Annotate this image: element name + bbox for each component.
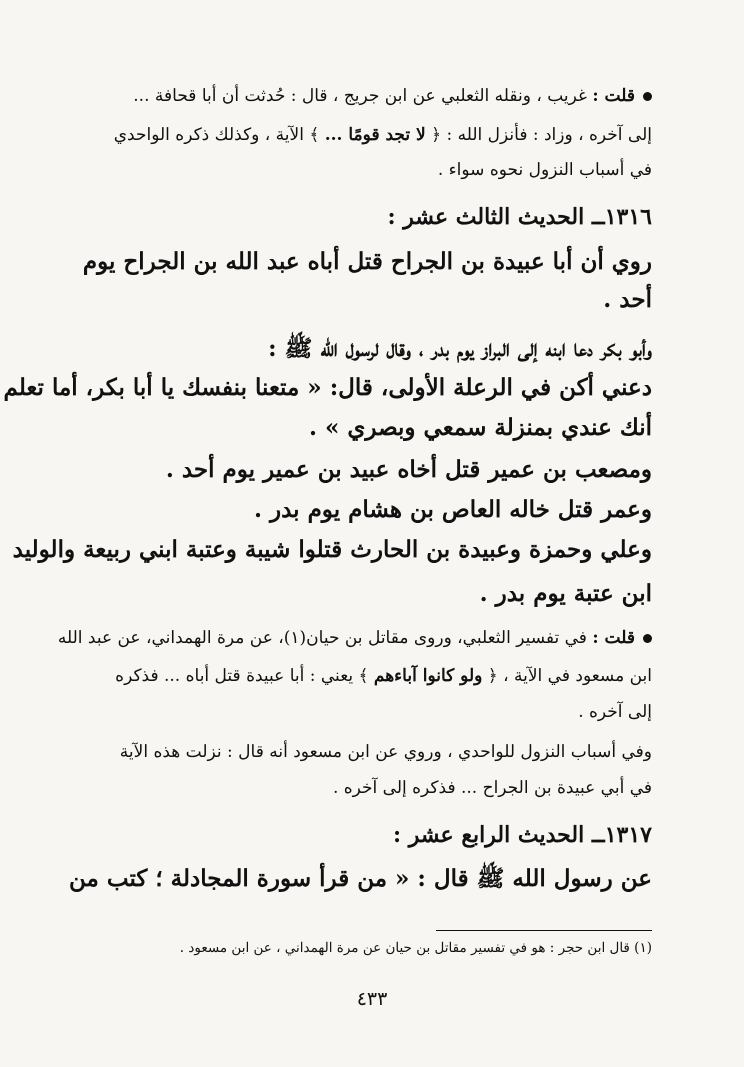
para2-line2-b: ﴾ يعني : أبا عبيدة قتل أباه ... فذكره xyxy=(115,666,369,686)
para1-text: غريب ، ونقله الثعلبي عن ابن جريج ، قال : حُدثت أن أبا قحافة ... xyxy=(133,86,587,106)
para2-line3: إلى آخره . xyxy=(578,702,652,722)
hadith-1316-line3: وأبو بكر دعا ابنه إلى البراز يوم بدر ، وقال لرسول الله ﷺ : xyxy=(268,335,652,362)
hadith-1316-line1: روي أن أبا عبيدة بن الجراح قتل أباه عبد الله بن الجراح يوم xyxy=(82,248,652,275)
quran-quote: ولو كانوا آباءهم xyxy=(373,666,483,686)
para1-line2-a: إلى آخره ، وزاد : فأنزل الله : ﴿ xyxy=(431,125,652,145)
para2-line1 xyxy=(57,628,652,648)
heading-1316: ١٣١٦ــ الحديث الثالث عشر : xyxy=(387,204,652,230)
para1-label: قلت : xyxy=(592,86,635,106)
hadith-1316-line6: ومصعب بن عمير قتل أخاه عبيد بن عمير يوم أحد . xyxy=(165,456,652,483)
para2-label: قلت : xyxy=(592,628,635,648)
page-number: ٤٣٣ xyxy=(356,988,388,1010)
hadith-1316-line2: أحد . xyxy=(603,286,652,313)
hadith-1316-line9: ابن عتبة يوم بدر . xyxy=(479,580,652,607)
footnote-divider xyxy=(436,930,652,931)
para2-line2 xyxy=(80,665,652,686)
para1-line1 xyxy=(80,86,652,106)
para2-text: في تفسير الثعلبي، وروى مقاتل بن حيان(١)، عن مرة الهمداني، عن عبد الله xyxy=(57,628,587,648)
quran-quote: لا تجد قومًا ... xyxy=(324,125,426,145)
para3-line1: وفي أسباب النزول للواحدي ، وروي عن ابن مسعود أنه قال : نزلت هذه الآية xyxy=(119,742,652,762)
hadith-1316-line4: دعني أكن في الرعلة الأولى، قال: « متعنا بنفسك يا أبا بكر، أما تعلم xyxy=(3,374,652,401)
para2-line2-a: ابن مسعود في الآية ، ﴿ xyxy=(487,666,652,686)
para1-line2-b: ﴾ الآية ، وكذلك ذكره الواحدي xyxy=(113,125,320,145)
hadith-1316-line7: وعمر قتل خاله العاص بن هشام يوم بدر . xyxy=(253,496,652,523)
para3-line2: في أبي عبيدة بن الجراح ... فذكره إلى آخره . xyxy=(332,778,652,798)
hadith-1316-line8: وعلي وحمزة وعبيدة بن الحارث قتلوا شيبة وعتبة ابني ربيعة والوليد xyxy=(12,536,652,563)
footnote: (١) قال ابن حجر : هو في تفسير مقاتل بن حيان عن مرة الهمداني ، عن ابن مسعود . xyxy=(179,940,652,956)
hadith-1316-line5: أنك عندي بمنزلة سمعي وبصري » . xyxy=(309,414,652,441)
heading-1317: ١٣١٧ــ الحديث الرابع عشر : xyxy=(393,822,652,848)
bullet-icon xyxy=(643,92,652,101)
bullet-icon xyxy=(643,634,652,643)
para1-line2 xyxy=(80,124,652,145)
hadith-1317-line1: عن رسول الله ﷺ قال : « من قرأ سورة المجادلة ؛ كتب من xyxy=(69,865,652,892)
para1-line3: في أسباب النزول نحوه سواء . xyxy=(437,160,652,180)
